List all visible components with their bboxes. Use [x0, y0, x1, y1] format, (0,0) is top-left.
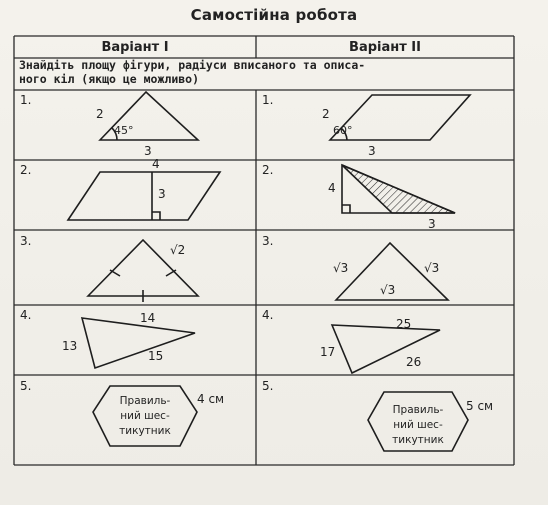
v2-triangle-17-25-26	[320, 317, 440, 373]
v1-equilateral-triangle	[88, 240, 198, 302]
v1-r3-side-label: √2	[170, 243, 186, 257]
v2-r3-left-label: √3	[333, 261, 349, 275]
v2-equilateral-triangle	[333, 243, 448, 300]
v1-row-3-number: 3.	[20, 234, 32, 248]
header-variant-2: Варіант II	[349, 40, 421, 55]
v2-r4-a-label: 25	[396, 317, 412, 331]
v2-r2-base-label: 3	[428, 217, 436, 231]
v1-row-1-number: 1.	[20, 93, 32, 107]
v2-regular-hexagon	[368, 392, 493, 451]
v2-right-triangle-hatched	[328, 165, 455, 231]
v2-r5-label-3: тикутник	[392, 434, 444, 446]
v1-row-5-number: 5.	[20, 379, 32, 393]
v2-r4-c-label: 26	[406, 355, 422, 369]
v1-r5-label-1: Правиль-	[119, 395, 171, 407]
task-statement	[19, 58, 509, 86]
v2-r1-angle-label: 60°	[333, 124, 353, 137]
v2-row-4-number: 4.	[262, 308, 274, 322]
v2-r5-label-2: ний шес-	[393, 419, 443, 431]
v1-r4-b-label: 13	[62, 339, 78, 353]
v1-row-2-number: 2.	[20, 163, 32, 177]
v2-r5-side-label: 5 см	[466, 399, 494, 413]
v2-r4-b-label: 17	[320, 345, 336, 359]
v2-row-5-number: 5.	[262, 379, 274, 393]
v2-row-2-number: 2.	[262, 163, 274, 177]
v1-r2-top-label: 4	[152, 157, 160, 171]
v1-r1-angle-label: 45°	[114, 124, 134, 137]
v1-r5-side-label: 4 см	[197, 392, 225, 406]
v1-parallelogram-height	[68, 157, 220, 220]
page-title: Самостійна робота	[190, 6, 358, 24]
task-line-2: ного кіл (якщо це можливо)	[19, 72, 200, 86]
v1-r1-side-label: 2	[96, 107, 104, 121]
v1-row-4-number: 4.	[20, 308, 32, 322]
v1-r5-label-2: ний шес-	[120, 410, 170, 422]
v1-r4-c-label: 15	[148, 349, 164, 363]
v2-r3-right-label: √3	[424, 261, 440, 275]
v2-r5-label-1: Правиль-	[392, 404, 444, 416]
v1-r5-label-3: тикутник	[119, 425, 171, 437]
v2-r1-base-label: 3	[368, 144, 376, 158]
v1-triangle-45	[96, 92, 198, 158]
task-line-1: Знайдіть площу фігури, радіуси вписаного та описа-	[19, 58, 366, 72]
v2-r2-leg-label: 4	[328, 181, 336, 195]
header-variant-1: Варіант I	[101, 40, 169, 55]
v1-r4-a-label: 14	[140, 311, 156, 325]
v2-r1-side-label: 2	[322, 107, 330, 121]
v1-triangle-13-14-15	[62, 311, 195, 368]
v1-regular-hexagon	[93, 386, 224, 446]
v2-row-3-number: 3.	[262, 234, 274, 248]
v2-r3-bottom-label: √3	[380, 283, 396, 297]
v2-row-1-number: 1.	[262, 93, 274, 107]
v1-r2-height-label: 3	[158, 187, 166, 201]
v2-parallelogram-60	[322, 95, 470, 158]
v1-r1-base-label: 3	[144, 144, 152, 158]
